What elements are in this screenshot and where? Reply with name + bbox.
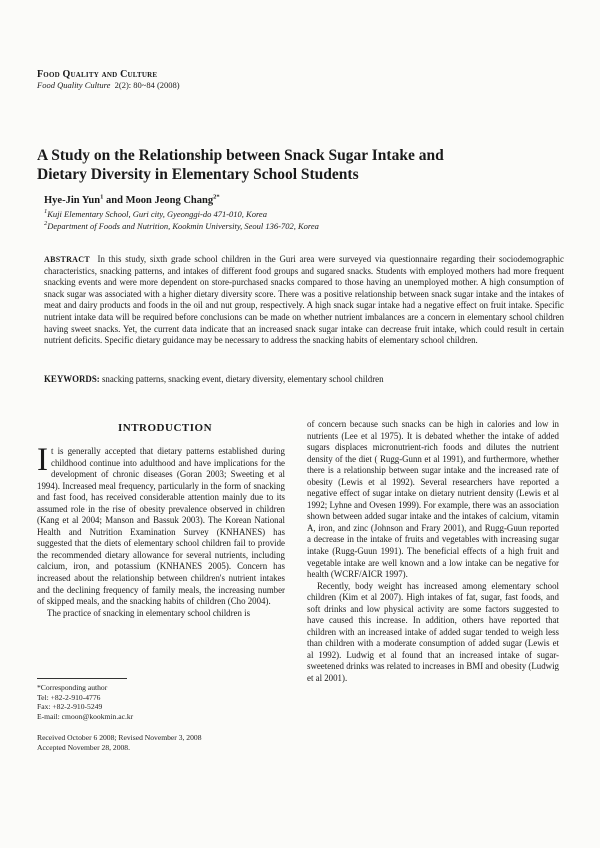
correspondence-footnote — [37, 683, 133, 722]
title-line-1: A Study on the Relationship between Snack Sugar Intake and — [37, 147, 444, 164]
intro-paragraph-4: Recently, body weight has increased among elementary school children (Kim et al 2007). High intakes of fat, sugar, fast foods, and soft drinks and low physical activity are some factors suggested to have caused this increase. In addition, others have reported that children with an increased intake of added sugar tended to weigh less than children with a moderate consumption of added sugar (Lewis et al 1992). Ludwig et al found that an increased intake of sugar-sweetened drinks was related to increases in BMI and obesity (Ludwig et al 2001). — [307, 580, 559, 684]
footnote-divider — [37, 678, 127, 679]
corresponding-email: E-mail: cmoon@kookmin.ac.kr — [37, 712, 134, 722]
intro-paragraph-3: of concern because such snacks can be high in calories and low in nutrients (Lee et al 1975). It is debated whether the intake of added sugars displaces micronutrient-rich foods and dilutes the nutrient density of the diet ( Rugg-Gunn et al 1991), and furthermore, whether there is a relationship between sugar intake and the increased rate of obesity (Lewis et al 1992). Several researchers have reported a negative effect of sugar intake on dietary nutrient density (Lewis et al 1992; Lyhne and Ovesen 1999). For example, there was an association shown between added sugar intake and the intakes of calcium, vitamin A, iron, and zinc (Johnson and Frary 2001), and Rugg-Guun reported a decrease in the intake of fruits and vegetables with increasing sugar intake (Rugg-Guun 1991). The beneficial effects of a high fruit and vegetable intake are well known and a low intake can be negative for health (WCRF/AICR 1997). — [307, 419, 559, 580]
manuscript-dates — [37, 733, 202, 752]
intro-paragraph-1-text: t is generally accepted that dietary patterns established during childhood continue into adulthood and have implications for the development of chronic diseases (Goran 2003; Sweeting et al 1994). Increased meal frequency, particularly in the form of snacking and fast food, has received considerable attention mainly due to its assumed role in the rise of obesity prevalence observed in children (Kang et al 2004; Manson and Bassuk 2003). The Korean National Health and Nutrition Examination Survey (KNHANES) has suggested that the diets of elementary school children fail to provide the recommended dietary allowance for several nutrients, including calcium, iron, and potassium (KNHANES 2005). Concern has increased about the relationship between children's nutrient intakes and the declining frequency of family meals, the increasing number of skipped meals, and the snacking habits of children (Cho 2004). — [37, 446, 285, 607]
journal-volume: 2(2): 80~84 (2008) — [114, 80, 180, 90]
corresponding-tel: Tel: +82-2-910-4776 — [37, 692, 101, 702]
column-right — [307, 419, 559, 685]
abstract-text: In this study, sixth grade school children in the Guri area were surveyed via questionnaire regarding their sociodemographic characteristics, snacking patterns, and intakes of different food groups and sugared snacks. Students with employed mothers had more frequent snacking events and were more dependent on store-purchased snacks compared to those having an unemployed mother. A high consumption of snack sugar was associated with a higher dietary diversity score. There was a positive relationship between snack sugar intake and the intakes of meat and dairy products and foods in the oil and nut group, respectively. A high snack sugar intake had a negative effect on fruit intake. Specific nutrient intake data will be required before conclusions can be made on whether nutrient imbalances are a concern in elementary school children having sweet snacks. Yet, the current data indicate that an increased snack sugar intake can decrease fruit intake, which could result in certain nutrient deficits. Specific dietary guidance may be necessary to address the snacking habits of elementary school children. — [44, 254, 564, 346]
author-and: and — [103, 195, 126, 206]
affiliation-1 — [44, 209, 267, 219]
affiliation-1-sup: 1 — [44, 208, 48, 216]
drop-cap: I — [37, 442, 48, 478]
intro-paragraph-1 — [37, 442, 285, 608]
journal-citation — [37, 80, 180, 90]
accepted-date: Accepted November 28, 2008. — [37, 742, 130, 752]
corresponding-fax: Fax: +82-2-910-5249 — [37, 702, 103, 712]
journal-name: Food Quality and Culture — [37, 69, 158, 80]
affiliation-2-sup: 2 — [44, 220, 48, 228]
received-date: Received October 6 2008; Revised November 3, 2008 — [37, 733, 202, 742]
affiliation-1-text: Kuji Elementary School, Guri city, Gyeonggi-do 471-010, Korea — [47, 209, 267, 219]
keywords-label: KEYWORDS: — [44, 374, 100, 384]
corresponding-author-label: *Corresponding author — [37, 683, 108, 692]
abstract-label: ABSTRACT — [44, 255, 90, 264]
author-1: Hye-Jin Yun — [44, 195, 101, 206]
author-2-sup: 2* — [213, 193, 220, 201]
article-title — [37, 146, 567, 184]
title-line-2: Dietary Diversity in Elementary School Students — [37, 166, 359, 183]
affiliation-2-text: Department of Foods and Nutrition, Kookmin University, Seoul 136-702, Korea — [47, 221, 319, 231]
author-list — [44, 195, 220, 206]
keywords-text: snacking patterns, snacking event, dietary diversity, elementary school children — [101, 374, 384, 384]
column-left — [37, 442, 285, 619]
abstract — [44, 254, 564, 347]
keywords — [44, 374, 564, 384]
intro-paragraph-2: The practice of snacking in elementary school children is — [47, 607, 251, 618]
affiliation-2 — [44, 221, 319, 231]
journal-abbrev: Food Quality Culture — [37, 80, 111, 90]
author-2: Moon Jeong Chang — [125, 195, 214, 206]
author-1-sup: 1 — [100, 193, 104, 201]
section-heading-introduction: INTRODUCTION — [118, 422, 213, 434]
